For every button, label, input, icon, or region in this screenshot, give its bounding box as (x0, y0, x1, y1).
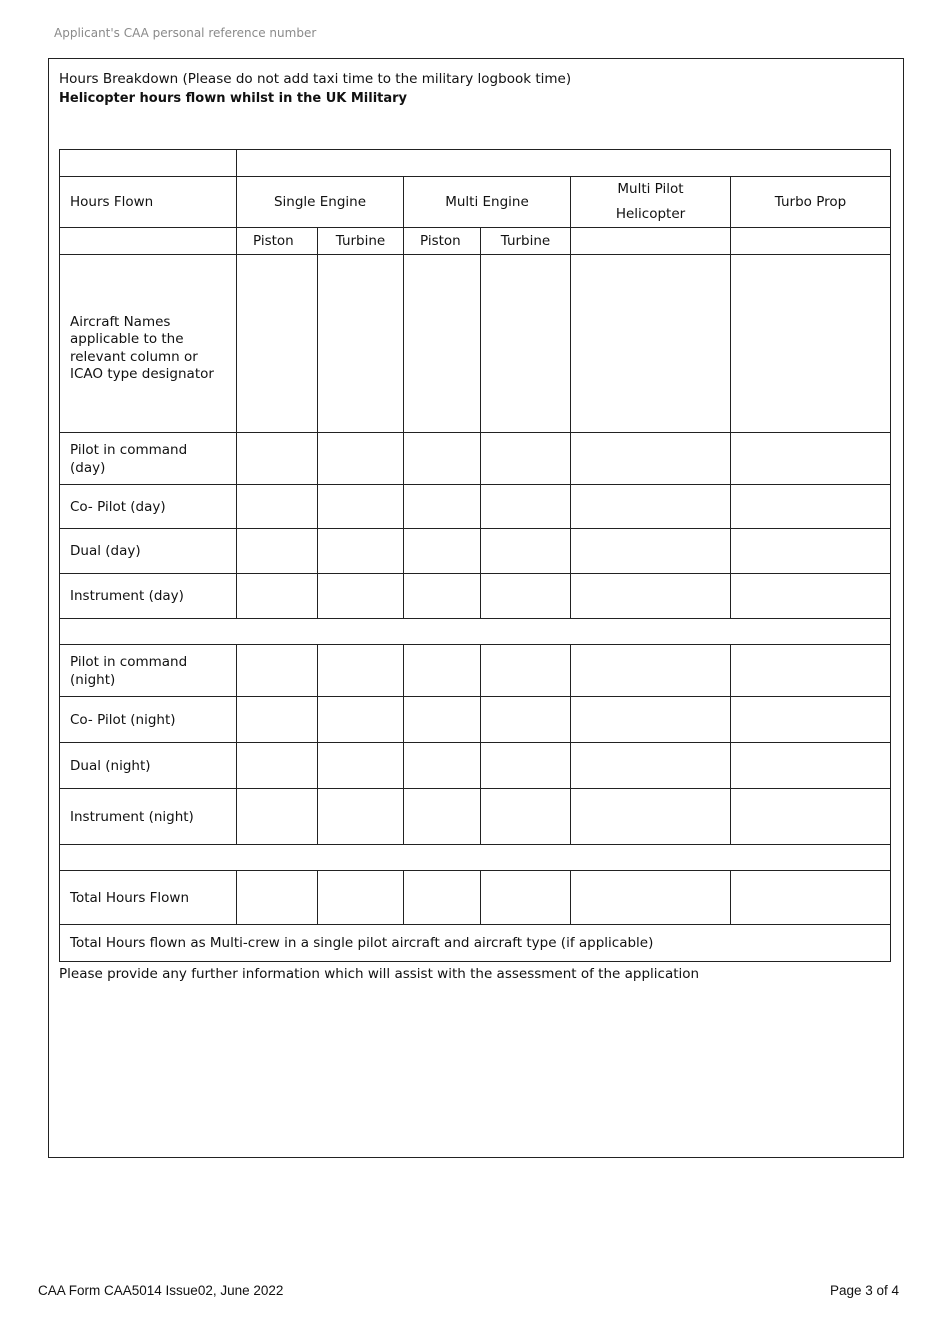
entry-cell[interactable] (481, 645, 571, 697)
entry-cell[interactable] (731, 529, 891, 574)
blank-cell[interactable] (60, 150, 237, 177)
entry-cell[interactable] (571, 743, 731, 789)
hours-table (59, 149, 891, 962)
entry-cell[interactable] (731, 743, 891, 789)
entry-cell[interactable] (318, 255, 404, 433)
reference-number-label: Applicant's CAA personal reference number (54, 26, 317, 40)
pic-day-label: Pilot in command (day) (60, 433, 237, 485)
entry-cell[interactable] (404, 529, 481, 574)
further-info-label: Please provide any further information which will assist with the assessment of the application (59, 966, 700, 982)
entry-cell[interactable] (571, 485, 731, 529)
sub-header-row (60, 228, 891, 255)
entry-cell[interactable] (404, 645, 481, 697)
entry-cell[interactable] (318, 485, 404, 529)
dual-day-label: Dual (day) (60, 529, 237, 574)
helicopter-label: Helicopter (615, 206, 686, 222)
turbo-prop-header: Turbo Prop (731, 177, 891, 228)
entry-cell[interactable] (237, 697, 318, 743)
instrument-night-row (60, 789, 891, 845)
separator-row (60, 619, 891, 645)
single-engine-turbine-header: Turbine (318, 228, 404, 255)
pic-night-row (60, 645, 891, 697)
entry-cell[interactable] (731, 485, 891, 529)
entry-cell[interactable] (571, 574, 731, 619)
multi-pilot-helicopter-header (571, 177, 731, 228)
entry-cell[interactable] (318, 743, 404, 789)
entry-cell[interactable] (571, 433, 731, 485)
aircraft-names-row (60, 255, 891, 433)
entry-cell[interactable] (237, 789, 318, 845)
dual-night-label: Dual (night) (60, 743, 237, 789)
entry-cell[interactable] (481, 697, 571, 743)
entry-cell[interactable] (731, 433, 891, 485)
copilot-night-row (60, 697, 891, 743)
entry-cell[interactable] (318, 645, 404, 697)
pic-day-row (60, 433, 891, 485)
entry-cell[interactable] (481, 789, 571, 845)
entry-cell[interactable] (571, 645, 731, 697)
entry-cell[interactable] (481, 871, 571, 925)
entry-cell[interactable] (731, 255, 891, 433)
entry-cell[interactable] (731, 697, 891, 743)
page-number: Page 3 of 4 (829, 1283, 899, 1298)
entry-cell[interactable] (237, 255, 318, 433)
entry-cell[interactable] (571, 789, 731, 845)
entry-cell[interactable] (481, 255, 571, 433)
entry-cell[interactable] (571, 871, 731, 925)
separator-cell (60, 845, 891, 871)
blank-cell (731, 228, 891, 255)
single-engine-header: Single Engine (237, 177, 404, 228)
entry-cell[interactable] (237, 871, 318, 925)
total-hours-row (60, 871, 891, 925)
entry-cell[interactable] (481, 433, 571, 485)
entry-cell[interactable] (237, 743, 318, 789)
entry-cell[interactable] (237, 433, 318, 485)
instrument-day-label: Instrument (day) (60, 574, 237, 619)
copilot-night-label: Co- Pilot (night) (60, 697, 237, 743)
multi-engine-header: Multi Engine (404, 177, 571, 228)
entry-cell[interactable] (571, 255, 731, 433)
entry-cell[interactable] (731, 574, 891, 619)
entry-cell[interactable] (404, 485, 481, 529)
entry-cell[interactable] (237, 485, 318, 529)
entry-cell[interactable] (318, 697, 404, 743)
multi-engine-piston-header: Piston (404, 228, 481, 255)
entry-cell[interactable] (318, 574, 404, 619)
aircraft-names-label: Aircraft Names applicable to the relevant column or ICAO type designator (60, 255, 237, 433)
entry-cell[interactable] (404, 697, 481, 743)
entry-cell[interactable] (481, 529, 571, 574)
entry-cell[interactable] (731, 789, 891, 845)
blank-cell[interactable] (237, 150, 891, 177)
multicrew-total-row (60, 925, 891, 962)
entry-cell[interactable] (404, 743, 481, 789)
entry-cell[interactable] (404, 433, 481, 485)
entry-cell[interactable] (318, 871, 404, 925)
entry-cell[interactable] (237, 645, 318, 697)
copilot-day-row (60, 485, 891, 529)
instrument-day-row (60, 574, 891, 619)
total-hours-label: Total Hours Flown (60, 871, 237, 925)
entry-cell[interactable] (318, 529, 404, 574)
multi-pilot-label: Multi Pilot (617, 181, 684, 197)
dual-day-row (60, 529, 891, 574)
blank-cell (571, 228, 731, 255)
entry-cell[interactable] (404, 574, 481, 619)
entry-cell[interactable] (404, 255, 481, 433)
multicrew-total-label[interactable]: Total Hours flown as Multi-crew in a single pilot aircraft and aircraft type (if applicable) (60, 925, 891, 962)
form-identifier: CAA Form CAA5014 Issue02, June 2022 (38, 1283, 284, 1298)
entry-cell[interactable] (481, 574, 571, 619)
entry-cell[interactable] (237, 574, 318, 619)
pic-night-label: Pilot in command (night) (60, 645, 237, 697)
entry-cell[interactable] (731, 871, 891, 925)
entry-cell[interactable] (481, 743, 571, 789)
copilot-day-label: Co- Pilot (day) (60, 485, 237, 529)
dual-night-row (60, 743, 891, 789)
separator-row (60, 845, 891, 871)
blank-cell (60, 228, 237, 255)
separator-cell (60, 619, 891, 645)
entry-cell[interactable] (731, 645, 891, 697)
entry-cell[interactable] (404, 789, 481, 845)
multi-engine-turbine-header: Turbine (481, 228, 571, 255)
hours-flown-header: Hours Flown (60, 177, 237, 228)
entry-cell[interactable] (571, 697, 731, 743)
entry-cell[interactable] (481, 485, 571, 529)
entry-cell[interactable] (237, 529, 318, 574)
section-subheading: Helicopter hours flown whilst in the UK Military (59, 91, 408, 106)
instrument-night-label: Instrument (night) (60, 789, 237, 845)
blank-header-row (60, 150, 891, 177)
single-engine-piston-header: Piston (237, 228, 318, 255)
entry-cell[interactable] (318, 789, 404, 845)
entry-cell[interactable] (318, 433, 404, 485)
entry-cell[interactable] (404, 871, 481, 925)
entry-cell[interactable] (571, 529, 731, 574)
section-heading: Hours Breakdown (Please do not add taxi time to the military logbook time) (59, 71, 572, 87)
column-header-row (60, 177, 891, 228)
